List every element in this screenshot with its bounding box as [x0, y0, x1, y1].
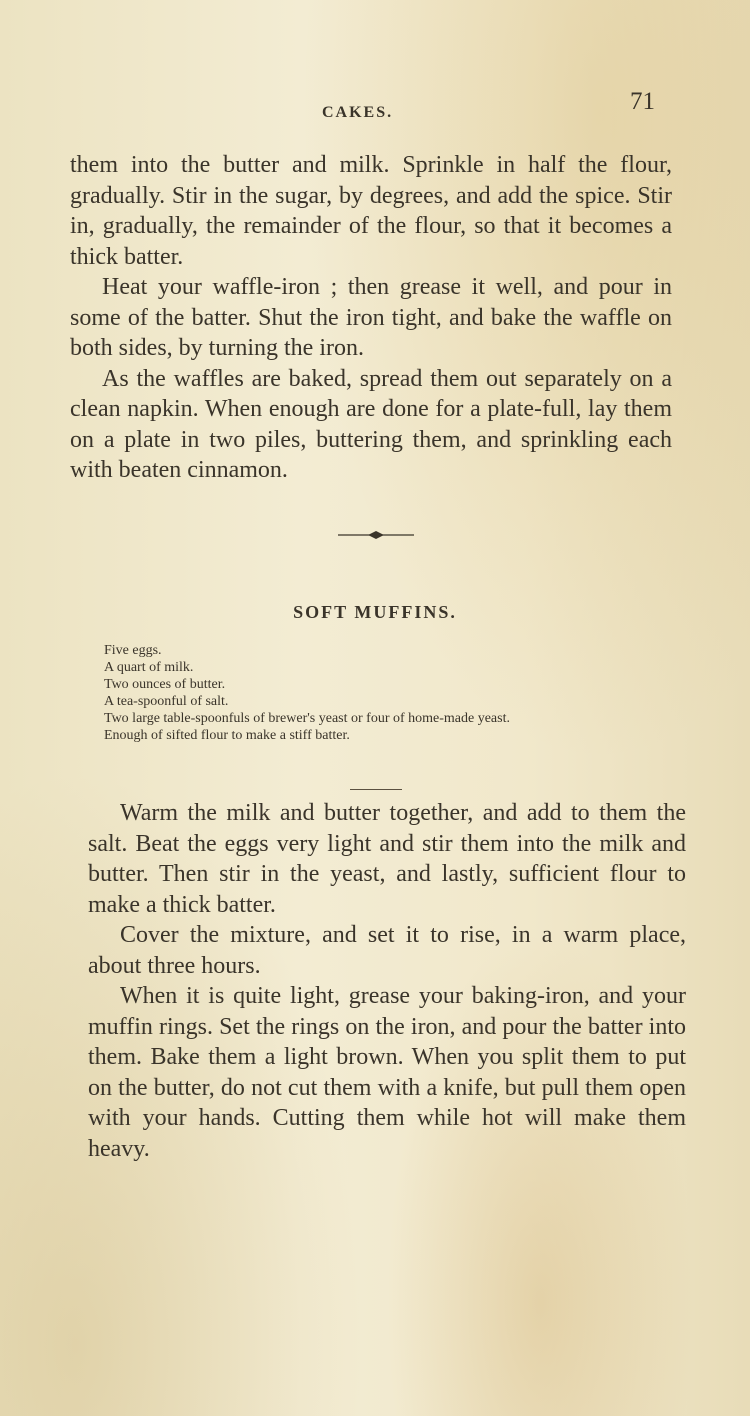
- ingredient-item: Five eggs.: [104, 643, 162, 658]
- section-rule: [350, 789, 402, 790]
- page-header: [0, 88, 750, 128]
- paragraph: Warm the milk and butter together, and add to them the salt. Beat the eggs very light and stir them into the milk and butter. Then stir in the yeast, and lastly, sufficient flour to make a thick batter.: [88, 800, 686, 918]
- ingredient-item: Enough of sifted flour to make a stiff batter.: [104, 728, 350, 743]
- ingredient-item: A quart of milk.: [104, 660, 194, 675]
- paragraph: As the waffles are baked, spread them out separately on a clean napkin. When enough are done for a plate-full, lay them on a plate in two piles, buttering them, and sprinkling each with beaten cinnamon.: [70, 365, 672, 483]
- paragraph: When it is quite light, grease your baking-iron, and your muffin rings. Set the rings on the iron, and pour the batter into them. Bake them a light brown. When you split them to put on the butter, do not cut them with a knife, but pull them open with your hands. Cutting them while hot will make them heavy.: [88, 983, 686, 1162]
- ingredient-item: Two ounces of butter.: [104, 677, 226, 692]
- ingredient-item: A tea-spoonful of salt.: [104, 694, 229, 709]
- waffles-recipe-continued: [70, 150, 672, 486]
- paragraph: Cover the mixture, and set it to rise, in a warm place, about three hours.: [88, 922, 686, 979]
- ingredient-item: Two large table-spoonfuls of brewer's yeast or four of home-made yeast.: [104, 711, 510, 726]
- page-number: 71: [630, 88, 655, 115]
- ornament-divider: [336, 524, 416, 544]
- paragraph: them into the butter and milk. Sprinkle in half the flour, gradually. Stir in the sugar, by degrees, and add the spice. Stir in, gradually, the remainder of the flour, so that it becomes a thick batter.: [70, 152, 672, 270]
- ingredients-list: [104, 642, 684, 744]
- paragraph: Heat your waffle-iron ; then grease it well, and pour in some of the batter. Shut the iron tight, and bake the waffle on both sides, by turning the iron.: [70, 274, 672, 361]
- running-head: CAKES.: [322, 104, 394, 121]
- section-title: SOFT MUFFINS.: [293, 602, 457, 622]
- muffins-directions: [88, 798, 686, 1164]
